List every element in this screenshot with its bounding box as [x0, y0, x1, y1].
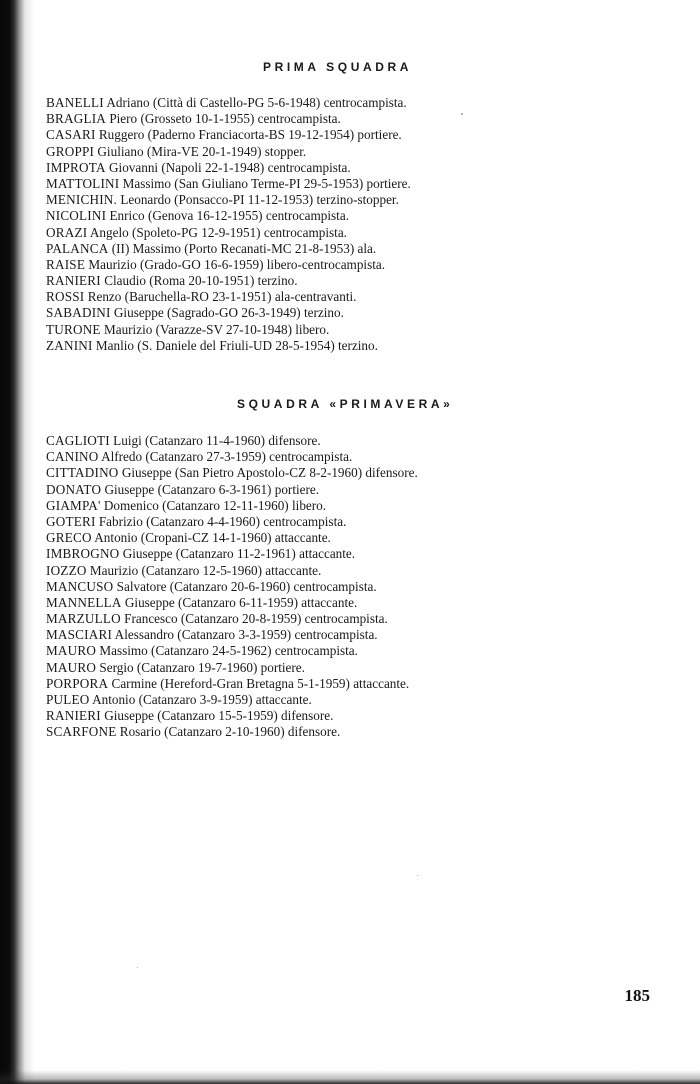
- roster-entry: [46, 514, 418, 530]
- player-details: Claudio (Roma 20-10-1951) terzino.: [104, 273, 298, 289]
- scan-speck: [417, 875, 418, 876]
- player-surname: TURONE: [46, 321, 101, 337]
- player-surname: CASARI: [46, 127, 96, 143]
- player-details: Francesco (Catanzaro 20-8-1959) centrocampista.: [124, 611, 388, 627]
- player-surname: CITTADINO: [46, 465, 119, 481]
- section-title-prima-squadra: PRIMA SQUADRA: [263, 60, 413, 74]
- player-surname: GRECO: [46, 530, 92, 546]
- roster-entry: [46, 579, 418, 595]
- player-details: Antonio (Cropani-CZ 14-1-1960) attaccante.: [94, 530, 331, 546]
- player-details: Giuseppe (Sagrado-GO 26-3-1949) terzino.: [113, 305, 344, 321]
- player-details: Alessandro (Catanzaro 3-3-1959) centrocampista.: [114, 627, 378, 643]
- player-details: Maurizio (Varazze-SV 27-10-1948) libero.: [103, 321, 330, 337]
- roster-entry: [46, 144, 411, 160]
- roster-entry: [46, 611, 418, 627]
- player-surname: SCARFONE: [46, 724, 117, 740]
- player-surname: PULEO: [46, 692, 90, 707]
- player-surname: MASCIARI: [46, 627, 113, 643]
- player-surname: IMBROGNO: [46, 546, 120, 562]
- roster-entry: [46, 338, 411, 354]
- player-details: Giuliano (Mira-VE 20-1-1949) stopper.: [97, 143, 307, 159]
- player-surname: MARZULLO: [46, 611, 121, 627]
- player-details: Alfredo (Catanzaro 27-3-1959) centrocampista.: [101, 449, 353, 465]
- player-details: Giovanni (Napoli 22-1-1948) centrocampista.: [109, 159, 351, 175]
- player-surname: RANIERI: [46, 708, 101, 724]
- player-surname: MATTOLINI: [46, 175, 120, 191]
- player-surname: CAGLIOTI: [46, 433, 110, 448]
- scan-speck: [137, 967, 138, 968]
- roster-entry: [46, 95, 411, 111]
- roster-prima-squadra: [46, 95, 411, 354]
- scan-bottom-shadow: [0, 1070, 700, 1084]
- player-details: Salvatore (Catanzaro 20-6-1960) centrocampista.: [116, 578, 377, 594]
- roster-entry: [46, 273, 411, 289]
- player-surname: GIAMPA': [46, 497, 101, 513]
- player-details: Maurizio (Grado-GO 16-6-1959) libero-centrocampista.: [88, 256, 386, 272]
- player-details: Giuseppe (Catanzaro 15-5-1959) difensore.: [104, 708, 334, 724]
- player-surname: PALANCA: [46, 240, 109, 256]
- player-surname: ZANINI: [46, 337, 93, 353]
- player-surname: MENICHIN.: [46, 192, 118, 208]
- player-surname: GOTERI: [46, 513, 96, 529]
- player-details: Fabrizio (Catanzaro 4-4-1960) centrocampista.: [98, 513, 347, 529]
- player-details: Massimo (Catanzaro 24-5-1962) centrocampista.: [99, 643, 358, 659]
- roster-entry: [46, 692, 418, 708]
- player-details: Sergio (Catanzaro 19-7-1960) portiere.: [99, 659, 305, 675]
- roster-entry: [46, 563, 418, 579]
- scan-binding-shadow: [0, 0, 34, 1084]
- roster-entry: [46, 465, 418, 481]
- player-surname: RAISE: [46, 256, 86, 272]
- player-details: Renzo (Baruchella-RO 23-1-1951) ala-centravanti.: [87, 289, 357, 305]
- roster-entry: [46, 498, 418, 514]
- player-details: Enrico (Genova 16-12-1955) centrocampista.: [109, 208, 349, 224]
- roster-entry: [46, 322, 411, 338]
- player-surname: DONATO: [46, 481, 102, 497]
- player-details: Rosario (Catanzaro 2-10-1960) difensore.: [119, 724, 341, 740]
- roster-entry: [46, 708, 418, 724]
- roster-squadra-primavera: [46, 433, 418, 741]
- roster-entry: [46, 257, 411, 273]
- roster-entry: [46, 225, 411, 241]
- player-surname: IOZZO: [46, 562, 87, 578]
- player-surname: BANELLI: [46, 95, 104, 110]
- player-details: Piero (Grosseto 10-1-1955) centrocampista.: [109, 111, 341, 127]
- roster-entry: [46, 546, 418, 562]
- player-surname: NICOLINI: [46, 208, 107, 224]
- player-details: Manlio (S. Daniele del Friuli-UD 28-5-1954) terzino.: [95, 337, 378, 353]
- roster-entry: [46, 643, 418, 659]
- player-details: Carmine (Hereford-Gran Bretagna 5-1-1959) attaccante.: [111, 675, 410, 691]
- player-surname: MAURO: [46, 643, 97, 659]
- roster-entry: [46, 724, 418, 740]
- player-details: Leonardo (Ponsacco-PI 11-12-1953) terzino-stopper.: [120, 192, 399, 208]
- player-details: Antonio (Catanzaro 3-9-1959) attaccante.: [92, 692, 312, 707]
- roster-entry: [46, 627, 418, 643]
- roster-entry: [46, 192, 411, 208]
- player-surname: PORPORA: [46, 675, 109, 691]
- section-title-squadra-primavera: SQUADRA «PRIMAVERA»: [237, 397, 454, 411]
- player-details: Domenico (Catanzaro 12-11-1960) libero.: [103, 497, 327, 513]
- roster-entry: [46, 433, 418, 449]
- player-details: Luigi (Catanzaro 11-4-1960) difensore.: [113, 433, 321, 448]
- player-details: Angelo (Spoleto-PG 12-9-1951) centrocampista.: [89, 224, 347, 240]
- player-surname: MANCUSO: [46, 578, 114, 594]
- player-details: Maurizio (Catanzaro 12-5-1960) attaccante.: [89, 562, 322, 578]
- roster-entry: [46, 208, 411, 224]
- player-details: Giuseppe (Catanzaro 6-3-1961) portiere.: [104, 481, 320, 497]
- player-surname: CANINO: [46, 449, 99, 465]
- roster-entry: [46, 595, 418, 611]
- roster-entry: [46, 160, 411, 176]
- player-surname: RANIERI: [46, 273, 101, 289]
- player-details: Adriano (Città di Castello-PG 5-6-1948) centrocampista.: [106, 95, 407, 110]
- roster-entry: [46, 676, 418, 692]
- roster-entry: [46, 289, 411, 305]
- roster-entry: [46, 305, 411, 321]
- player-details: Ruggero (Paderno Franciacorta-BS 19-12-1954) portiere.: [98, 127, 402, 143]
- roster-entry: [46, 660, 418, 676]
- player-surname: MAURO: [46, 659, 97, 675]
- roster-entry: [46, 449, 418, 465]
- player-surname: BRAGLIA: [46, 111, 107, 127]
- page-number: 185: [624, 986, 650, 1005]
- player-surname: SABADINI: [46, 305, 111, 321]
- player-details: Giuseppe (San Pietro Apostolo-CZ 8-2-1960) difensore.: [121, 465, 418, 481]
- player-details: (II) Massimo (Porto Recanati-MC 21-8-1953) ala.: [111, 240, 377, 256]
- roster-entry: [46, 241, 411, 257]
- player-surname: GROPPI: [46, 143, 95, 159]
- roster-entry: [46, 482, 418, 498]
- player-details: Massimo (San Giuliano Terme-PI 29-5-1953) portiere.: [122, 175, 411, 191]
- player-details: Giuseppe (Catanzaro 6-11-1959) attaccante.: [124, 594, 358, 610]
- roster-entry: [46, 111, 411, 127]
- player-surname: IMPROTA: [46, 159, 106, 175]
- player-surname: ROSSI: [46, 289, 85, 305]
- roster-entry: [46, 127, 411, 143]
- player-surname: MANNELLA: [46, 594, 122, 610]
- roster-entry: [46, 176, 411, 192]
- player-details: Giuseppe (Catanzaro 11-2-1961) attaccante.: [122, 546, 356, 562]
- player-surname: ORAZI: [46, 224, 88, 240]
- roster-entry: [46, 530, 418, 546]
- scan-speck: [461, 113, 463, 115]
